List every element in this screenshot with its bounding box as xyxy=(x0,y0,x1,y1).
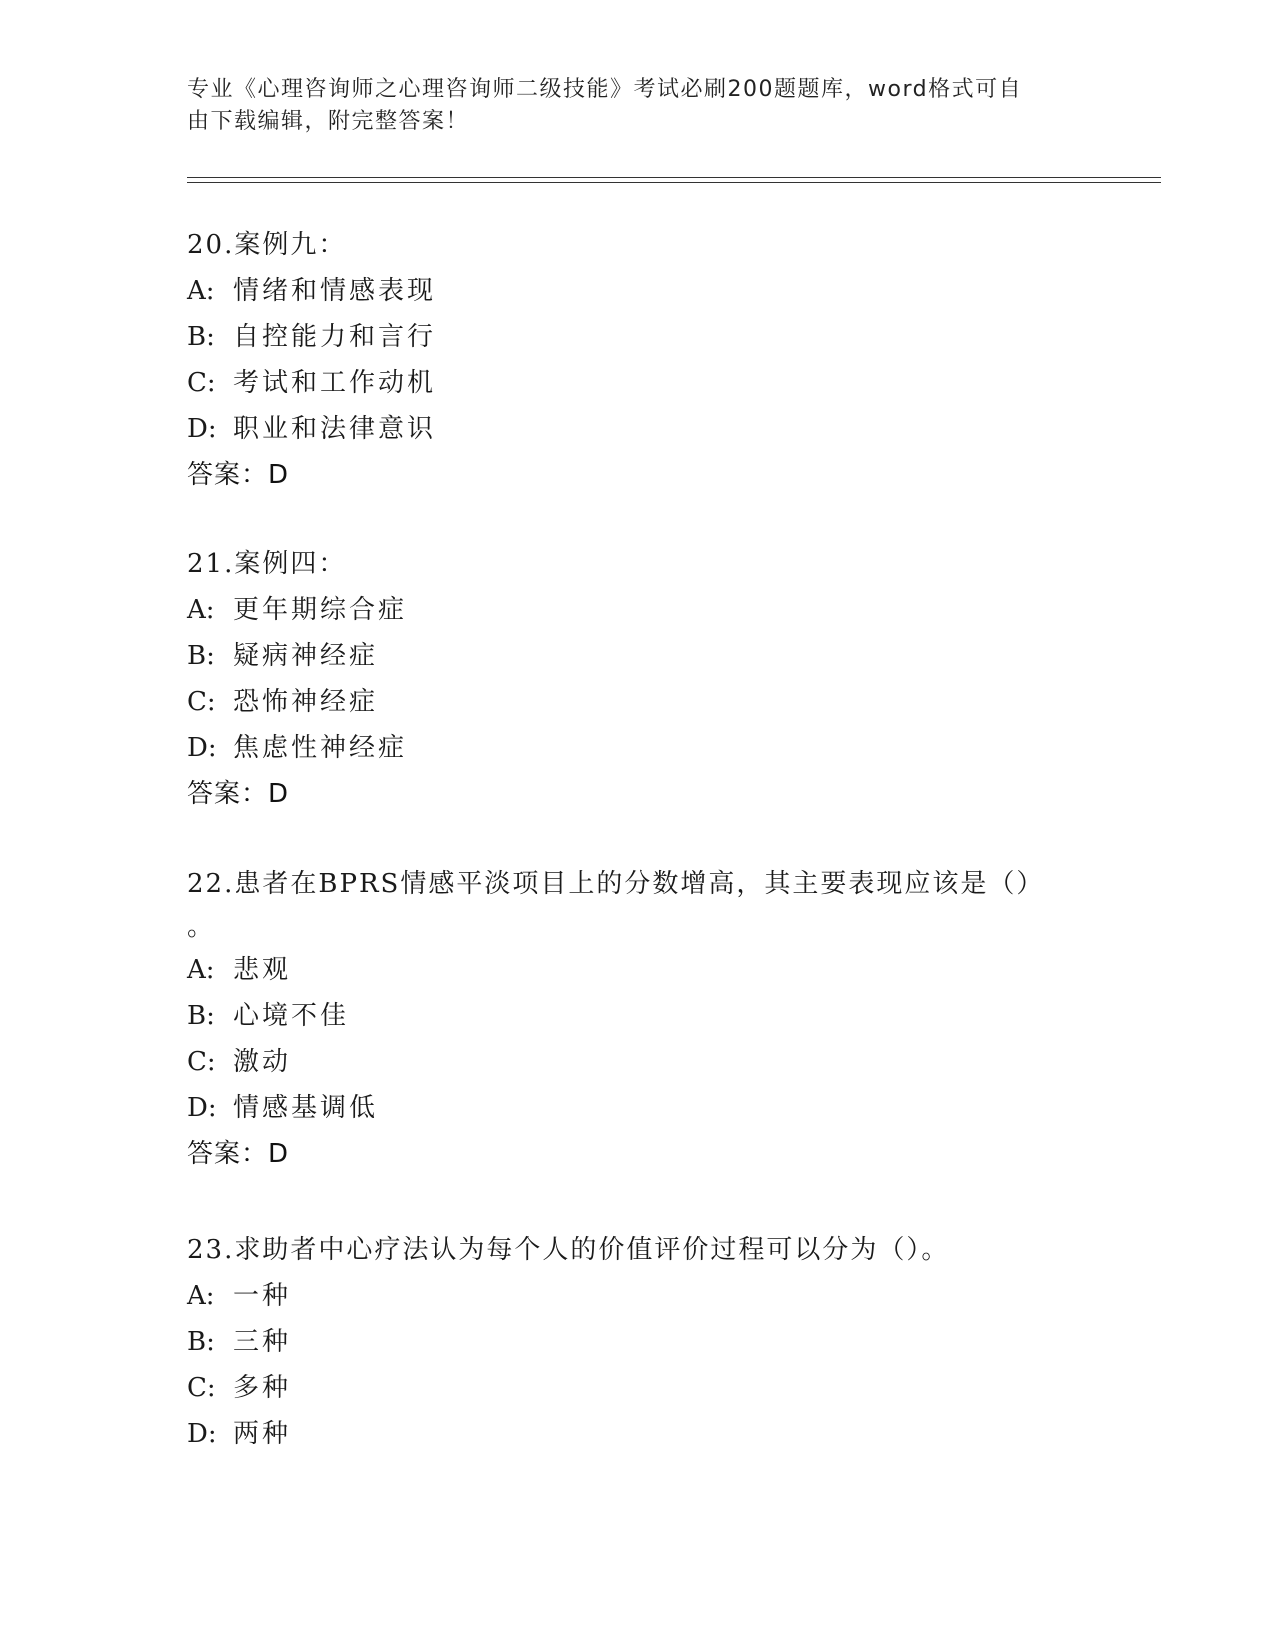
option-text: 两种 xyxy=(233,1419,292,1449)
option-d xyxy=(187,1411,1087,1457)
option-c xyxy=(187,360,1087,406)
option-letter: B: xyxy=(187,1327,215,1357)
option-letter: A: xyxy=(187,955,215,985)
option-text: 情感基调低 xyxy=(233,1093,379,1123)
question-23 xyxy=(187,1227,1087,1457)
option-d xyxy=(187,1085,1087,1131)
option-letter: D: xyxy=(187,1093,217,1123)
option-text: 恐怖神经症 xyxy=(233,687,379,717)
header-line-2: 由下载编辑，附完整答案！ xyxy=(187,109,470,134)
option-letter: A: xyxy=(187,595,215,625)
question-stem: 23.求助者中心疗法认为每个人的价值评价过程可以分为（）。 xyxy=(187,1235,950,1265)
question-22 xyxy=(187,861,1087,1177)
option-letter: C: xyxy=(187,1047,216,1077)
answer: 答案：D xyxy=(187,460,290,490)
option-letter: C: xyxy=(187,368,216,398)
header-divider-bottom xyxy=(187,182,1161,183)
option-d xyxy=(187,725,1087,771)
option-letter: A: xyxy=(187,276,215,306)
header-divider-top xyxy=(187,177,1161,178)
option-text: 焦虑性神经症 xyxy=(233,733,408,763)
question-21 xyxy=(187,541,1087,817)
option-text: 职业和法律意识 xyxy=(233,414,437,444)
option-letter: B: xyxy=(187,641,215,671)
answer: 答案：D xyxy=(187,1139,290,1169)
option-letter: D: xyxy=(187,733,217,763)
option-text: 情绪和情感表现 xyxy=(233,276,437,306)
option-text: 多种 xyxy=(233,1373,292,1403)
option-a xyxy=(187,268,1087,314)
option-text: 三种 xyxy=(233,1327,292,1357)
question-stem: 20.案例九： xyxy=(187,230,347,260)
option-letter: D: xyxy=(187,414,217,444)
option-c xyxy=(187,679,1087,725)
question-stem: 22.患者在BPRS情感平淡项目上的分数增高，其主要表现应该是（） xyxy=(187,869,1045,899)
option-text: 悲观 xyxy=(233,955,292,985)
option-letter: C: xyxy=(187,687,216,717)
question-stem: 21.案例四： xyxy=(187,549,347,579)
option-b xyxy=(187,1319,1087,1365)
document-header xyxy=(187,74,1067,138)
option-text: 疑病神经症 xyxy=(233,641,379,671)
option-letter: B: xyxy=(187,322,215,352)
option-letter: A: xyxy=(187,1281,215,1311)
option-letter: C: xyxy=(187,1373,216,1403)
header-line-1: 专业《心理咨询师之心理咨询师二级技能》考试必刷200题题库，word格式可自 xyxy=(187,77,1023,102)
question-stem-tail: 。 xyxy=(187,912,214,942)
option-letter: B: xyxy=(187,1001,215,1031)
option-a xyxy=(187,947,1087,993)
option-a xyxy=(187,587,1087,633)
option-text: 一种 xyxy=(233,1281,292,1311)
option-b xyxy=(187,633,1087,679)
option-text: 自控能力和言行 xyxy=(233,322,437,352)
option-text: 更年期综合症 xyxy=(233,595,408,625)
option-c xyxy=(187,1039,1087,1085)
option-letter: D: xyxy=(187,1419,217,1449)
option-text: 心境不佳 xyxy=(233,1001,350,1031)
option-text: 考试和工作动机 xyxy=(233,368,437,398)
option-a xyxy=(187,1273,1087,1319)
option-b xyxy=(187,993,1087,1039)
option-text: 激动 xyxy=(233,1047,292,1077)
question-20 xyxy=(187,222,1087,498)
answer: 答案：D xyxy=(187,779,290,809)
option-b xyxy=(187,314,1087,360)
option-c xyxy=(187,1365,1087,1411)
option-d xyxy=(187,406,1087,452)
